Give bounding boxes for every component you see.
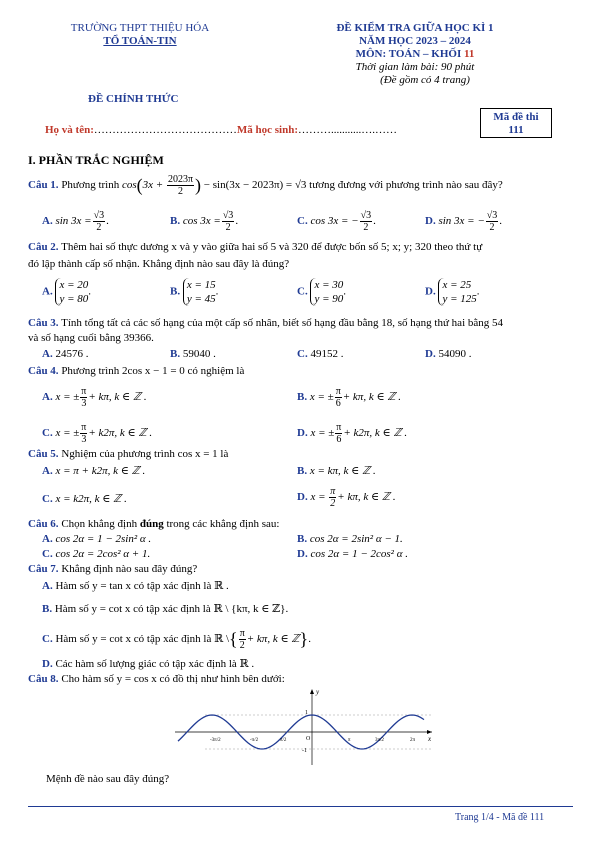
q3-option-d[interactable]: D. 54090 . — [425, 348, 472, 360]
footer-rule — [28, 806, 573, 807]
question-4: Câu 4. Phương trình 2cos x − 1 = 0 có nghiệm là — [28, 365, 245, 377]
official-label: ĐỀ CHÍNH THỨC — [88, 93, 179, 105]
exam-title: ĐỀ KIỂM TRA GIỮA HỌC KÌ 1 — [336, 22, 494, 34]
q6-option-a[interactable]: A. cos 2α = 1 − 2sin² α . — [42, 533, 152, 545]
question-3-cont: và số hạng cuối bằng 39366. — [28, 332, 154, 344]
question-2-cont: đó lập thành cấp số nhận. Khẳng định nào sau đây là đúng? — [28, 258, 290, 270]
graph-tick-pi: π — [348, 738, 351, 743]
subject-line: MÔN: TOÁN – KHỐI 11 — [355, 48, 475, 60]
q1-option-b[interactable]: B. cos 3x = $\frac{√3}{2}$ . — [170, 210, 239, 233]
graph-label-origin: O — [306, 736, 311, 742]
question-6: Câu 6. Chọn khẳng định đúng trong các khẳng định sau: — [28, 518, 280, 530]
question-7: Câu 7. Khẳng định nào sau đây đúng? — [28, 563, 198, 575]
graph-tick-2pi: 2π — [410, 738, 416, 743]
student-info-line: Họ và tên:…………………………………Mã học sinh:………...........….…… — [45, 124, 398, 136]
q5-option-c[interactable]: C. x = k2π, k ∈ ℤ . — [42, 493, 127, 505]
graph-label-one: 1 — [305, 710, 308, 716]
x-axis-arrow — [427, 730, 432, 734]
q4-option-a[interactable]: A. x = ± $\frac{\pi}{3}$ + kπ, k ∈ ℤ . — [42, 386, 147, 409]
q5-option-a[interactable]: A. x = π + k2π, k ∈ ℤ . — [42, 465, 146, 477]
q2-option-c[interactable]: C. x = 30 y = 90. — [297, 279, 347, 305]
q5-option-b[interactable]: B. x = kπ, k ∈ ℤ . — [297, 465, 376, 477]
q3-option-c[interactable]: C. 49152 . — [297, 348, 344, 360]
q7-option-b[interactable]: B. Hàm số y = cot x có tập xác định là ℝ \ {kπ, k ∈ ℤ}. — [42, 603, 289, 615]
graph-tick-3pi-2: 3π/2 — [375, 738, 384, 743]
q4-option-c[interactable]: C. x = ± $\frac{\pi}{3}$ + k2π, k ∈ ℤ . — [42, 422, 153, 445]
department-name: TỔ TOÁN-TIN — [103, 35, 177, 47]
q6-option-d[interactable]: D. cos 2α = 1 − 2cos² α . — [297, 548, 408, 560]
exam-code-box: Mã đề thi 111 — [480, 108, 552, 138]
question-2: Câu 2. Thêm hai số thực dương x và y vào giữa hai số 5 và 320 để được bốn số 5; x; y; 320 theo thứ tự — [28, 241, 483, 253]
graph-tick-pi-2: π/2 — [280, 738, 287, 743]
question-8-prompt: Mệnh đề nào sau đây đúng? — [46, 773, 170, 785]
graph-tick-neg-3pi-2: -3π/2 — [210, 738, 221, 743]
question-5: Câu 5. Nghiệm của phương trình cos x = 1 là — [28, 448, 229, 460]
q7-option-a[interactable]: A. Hàm số y = tan x có tập xác định là ℝ . — [42, 580, 229, 592]
q2-option-a[interactable]: A. x = 20 y = 80. — [42, 279, 92, 305]
q1-option-a[interactable]: A. sin 3x = $\frac{√3}{2}$ . — [42, 210, 109, 233]
graph-label-x: x — [428, 735, 432, 743]
q2-option-b[interactable]: B. x = 15 y = 45. — [170, 279, 219, 305]
question-8: Câu 8. Cho hàm số y = cos x có đồ thị như hình bên dưới: — [28, 673, 285, 685]
graph-label-y: y — [316, 688, 320, 696]
q1-option-c[interactable]: C. cos 3x = − $\frac{√3}{2}$ . — [297, 210, 376, 233]
q6-option-b[interactable]: B. cos 2α = 2sin² α − 1. — [297, 533, 403, 545]
q1-option-d[interactable]: D. sin 3x = − $\frac{√3}{2}$ . — [425, 210, 503, 233]
page-footer: Trang 1/4 - Mã đề 111 — [455, 812, 545, 823]
cosine-graph — [170, 685, 440, 770]
q7-option-d[interactable]: D. Các hàm số lượng giác có tập xác định là ℝ . — [42, 658, 255, 670]
q3-option-b[interactable]: B. 59040 . — [170, 348, 216, 360]
y-axis-arrow — [310, 689, 314, 694]
q4-option-b[interactable]: B. x = ± $\frac{\pi}{6}$ + kπ, k ∈ ℤ . — [297, 386, 402, 409]
q5-option-d[interactable]: D. x = $\frac{\pi}{2}$ + kπ, k ∈ ℤ . — [297, 486, 396, 509]
school-name: TRƯỜNG THPT THIỆU HÓA — [70, 22, 210, 34]
graph-tick-neg-pi-2: -π/2 — [250, 738, 259, 743]
page-count-note: (Đề gồm có 4 trang) — [380, 74, 470, 86]
q6-option-c[interactable]: C. cos 2α = 2cos² α + 1. — [42, 548, 151, 560]
graph-label-minus-one: -1 — [302, 748, 307, 754]
q4-option-d[interactable]: D. x = ± $\frac{\pi}{6}$ + k2π, k ∈ ℤ . — [297, 422, 408, 445]
q3-option-a[interactable]: A. 24576 . — [42, 348, 89, 360]
school-year: NĂM HỌC 2023 – 2024 — [359, 35, 471, 47]
time-limit: Thời gian làm bài: 90 phút — [355, 61, 475, 73]
q7-option-c[interactable]: C. Hàm số y = cot x có tập xác định là ℝ \{ $\frac{\pi}{2}$ + kπ, k ∈ ℤ}. — [42, 628, 311, 651]
section-title: I. PHẦN TRẮC NGHIỆM — [28, 153, 164, 167]
question-3: Câu 3. Tính tổng tất cả các số hạng của một cấp số nhân, biết số hạng đầu bằng 18, số hạng thứ hai bằng 54 — [28, 317, 504, 329]
question-1: Câu 1. Phương trình cos(3x + $\frac{2023\pi}{2}$ ) − sin(3x − 2023π) = √3 tương đương với phương trình nào sau đây? — [28, 174, 503, 197]
q2-option-d[interactable]: D. x = 25 y = 125. — [425, 279, 480, 305]
